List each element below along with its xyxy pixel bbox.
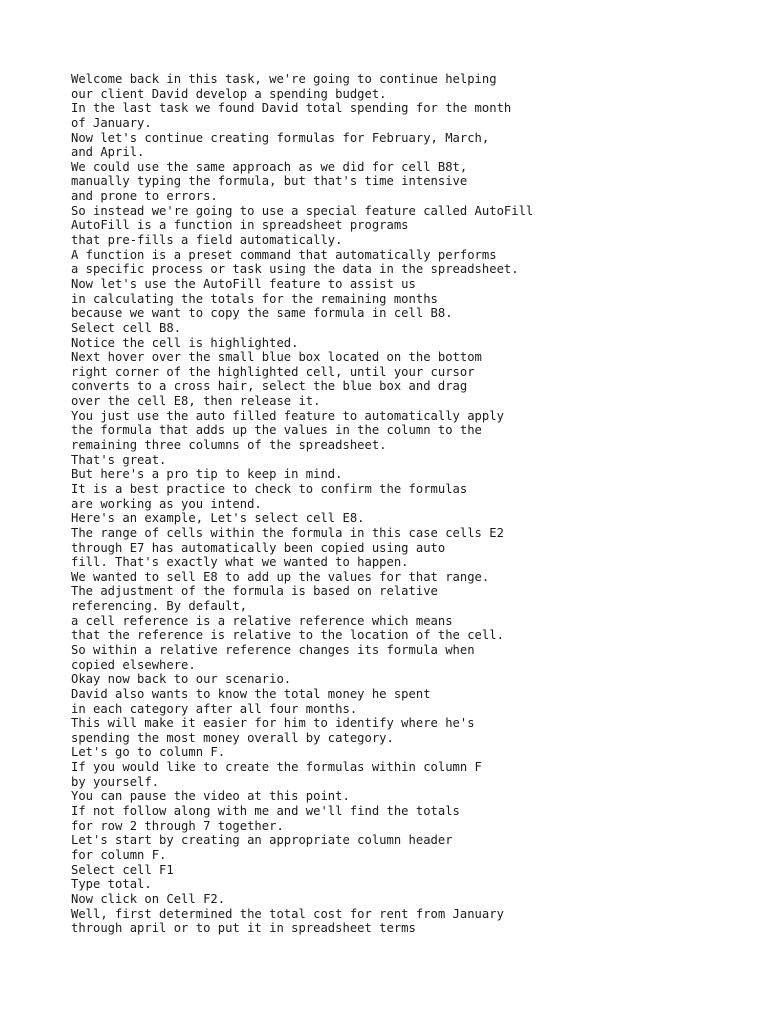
transcript-line: Now let's continue creating formulas for February, March, (71, 130, 490, 145)
transcript-line: a specific process or task using the data in the spreadsheet. (71, 262, 519, 277)
transcript-line: right corner of the highlighted cell, until your cursor (71, 364, 475, 379)
transcript-line: the formula that adds up the values in the column to the (71, 423, 482, 438)
transcript-line: This will make it easier for him to identify where he's (71, 716, 475, 731)
transcript-line: that pre-fills a field automatically. (71, 233, 343, 248)
transcript-line: A function is a preset command that automatically performs (71, 247, 497, 262)
transcript-line: in each category after all four months. (71, 701, 358, 716)
transcript-line: Let's start by creating an appropriate column header (71, 833, 453, 848)
transcript-line: You just use the auto filled feature to automatically apply (71, 408, 504, 423)
transcript-line: remaining three columns of the spreadsheet. (71, 438, 387, 453)
transcript-line: copied elsewhere. (71, 657, 196, 672)
transcript-line: Now click on Cell F2. (71, 891, 226, 906)
transcript-line: So instead we're going to use a special feature called AutoFill (71, 203, 534, 218)
transcript-line: manually typing the formula, but that's time intensive (71, 174, 468, 189)
transcript-line: Select cell B8. (71, 320, 182, 335)
transcript-line: are working as you intend. (71, 496, 262, 511)
transcript-line: of January. (71, 115, 152, 130)
transcript-line: Let's go to column F. (71, 745, 226, 760)
transcript-line: Notice the cell is highlighted. (71, 335, 299, 350)
transcript-line: In the last task we found David total spending for the month (71, 101, 512, 116)
transcript-line: But here's a pro tip to keep in mind. (71, 467, 343, 482)
transcript-line: converts to a cross hair, select the blue box and drag (71, 379, 468, 394)
transcript-line: It is a best practice to check to confirm the formulas (71, 481, 468, 496)
transcript-line: for column F. (71, 847, 167, 862)
transcript-line: our client David develop a spending budget. (71, 86, 387, 101)
transcript-line: through E7 has automatically been copied using auto (71, 540, 446, 555)
transcript-line: spending the most money overall by category. (71, 730, 394, 745)
transcript-line: The adjustment of the formula is based on relative (71, 584, 438, 599)
transcript-line: that the reference is relative to the location of the cell. (71, 628, 504, 643)
transcript-line: You can pause the video at this point. (71, 789, 350, 804)
transcript-line: Okay now back to our scenario. (71, 672, 292, 687)
transcript-line: over the cell E8, then release it. (71, 394, 321, 409)
transcript-line: AutoFill is a function in spreadsheet programs (71, 218, 409, 233)
transcript-line: in calculating the totals for the remaining months (71, 291, 438, 306)
transcript-line: a cell reference is a relative reference which means (71, 613, 453, 628)
transcript-line: Welcome back in this task, we're going to continue helping (71, 72, 497, 86)
transcript-line: So within a relative reference changes its formula when (71, 642, 475, 657)
transcript-line: That's great. (71, 452, 167, 467)
transcript-line: Now let's use the AutoFill feature to assist us (71, 276, 416, 291)
transcript-line: for row 2 through 7 together. (71, 818, 284, 833)
transcript-line: Type total. (71, 877, 152, 892)
transcript-line: through april or to put it in spreadsheet terms (71, 921, 416, 936)
transcript-line: and prone to errors. (71, 189, 218, 204)
transcript-line: We wanted to sell E8 to add up the values for that range. (71, 569, 490, 584)
transcript-line: and April. (71, 145, 145, 160)
transcript-line: Select cell F1 (71, 862, 174, 877)
transcript-line: because we want to copy the same formula in cell B8. (71, 306, 453, 321)
transcript-line: David also wants to know the total money he spent (71, 686, 431, 701)
transcript-line: Well, first determined the total cost for rent from January (71, 906, 504, 921)
transcript-line: by yourself. (71, 774, 160, 789)
transcript-line: If you would like to create the formulas within column F (71, 760, 482, 775)
transcript-line: If not follow along with me and we'll find the totals (71, 804, 460, 819)
transcript-line: Next hover over the small blue box located on the bottom (71, 350, 482, 365)
transcript-line: fill. That's exactly what we wanted to happen. (71, 555, 409, 570)
transcript-line: referencing. By default, (71, 599, 248, 614)
transcript-line: We could use the same approach as we did for cell B8t, (71, 159, 468, 174)
transcript-line: Here's an example, Let's select cell E8. (71, 511, 365, 526)
transcript-page (71, 72, 751, 936)
transcript-line: The range of cells within the formula in this case cells E2 (71, 525, 504, 540)
